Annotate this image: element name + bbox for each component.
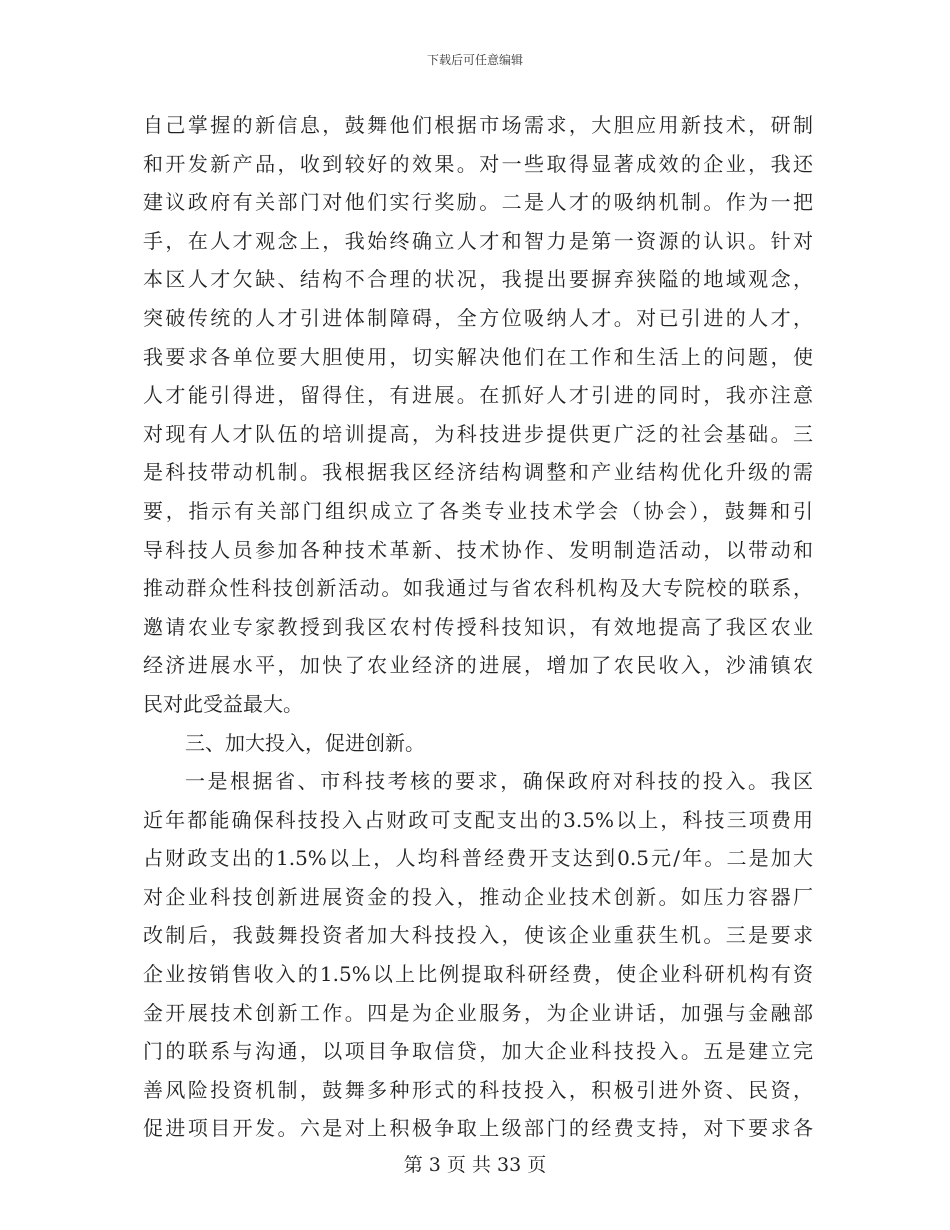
text-line: 善风险投资机制，鼓舞多种形式的科技投入，积极引进外资、民资， bbox=[143, 1077, 813, 1102]
text-line: 金开展技术创新工作。四是为企业服务，为企业讲话，加强与金融部 bbox=[143, 1000, 813, 1025]
text-line: 是科技带动机制。我根据我区经济结构调整和产业结构优化升级的需 bbox=[143, 460, 813, 485]
text-line: 民对此受益最大。 bbox=[143, 691, 303, 716]
paragraph-first-line: 一是根据省、市科技考核的要求，确保政府对科技的投入。我区 bbox=[185, 769, 813, 794]
text-line: 和开发新产品，收到较好的效果。对一些取得显著成效的企业，我还 bbox=[143, 151, 813, 176]
text-line: 突破传统的人才引进体制障碍，全方位吸纳人才。对已引进的人才， bbox=[143, 305, 813, 330]
text-line: 本区人才欠缺、结构不合理的状况，我提出要摒弃狭隘的地域观念， bbox=[143, 267, 813, 292]
text-line: 企业按销售收入的1.5%以上比例提取科研经费，使企业科研机构有资 bbox=[143, 962, 813, 987]
text-line: 要，指示有关部门组织成立了各类专业技术学会（协会），鼓舞和引 bbox=[143, 498, 813, 523]
page-number: 第 3 页 共 33 页 bbox=[403, 1154, 547, 1176]
text-line: 邀请农业专家教授到我区农村传授科技知识，有效地提高了我区农业 bbox=[143, 614, 813, 639]
text-line: 门的联系与沟通，以项目争取信贷，加大企业科技投入。五是建立完 bbox=[143, 1039, 813, 1064]
section-heading: 三、加大投入，促进创新。 bbox=[185, 730, 425, 755]
text-line: 建议政府有关部门对他们实行奖励。二是人才的吸纳机制。作为一把 bbox=[143, 190, 813, 215]
text-line: 导科技人员参加各种技术革新、技术协作、发明制造活动，以带动和 bbox=[143, 537, 813, 562]
text-line: 占财政支出的1.5%以上，人均科普经费开支达到0.5元/年。二是加大 bbox=[143, 846, 813, 871]
text-line: 推动群众性科技创新活动。如我通过与省农科机构及大专院校的联系， bbox=[143, 576, 813, 601]
body-text bbox=[143, 106, 813, 1148]
text-line: 人才能引得进，留得住，有进展。在抓好人才引进的同时，我亦注意 bbox=[143, 383, 813, 408]
text-line: 对企业科技创新进展资金的投入，推动企业技术创新。如压力容器厂 bbox=[143, 884, 813, 909]
text-line: 手，在人才观念上，我始终确立人才和智力是第一资源的认识。针对 bbox=[143, 228, 813, 253]
text-line: 我要求各单位要大胆使用，切实解决他们在工作和生活上的问题，使 bbox=[143, 344, 813, 369]
text-line: 对现有人才队伍的培训提高，为科技进步提供更广泛的社会基础。三 bbox=[143, 421, 813, 446]
text-line: 自己掌握的新信息，鼓舞他们根据市场需求，大胆应用新技术，研制 bbox=[143, 113, 813, 137]
text-line: 促进项目开发。六是对上积极争取上级部门的经费支持，对下要求各 bbox=[143, 1116, 813, 1141]
page-header: 下载后可任意编辑 bbox=[426, 53, 523, 67]
text-line: 改制后，我鼓舞投资者加大科技投入，使该企业重获生机。三是要求 bbox=[143, 923, 813, 948]
text-line: 近年都能确保科技投入占财政可支配支出的3.5%以上，科技三项费用 bbox=[143, 807, 813, 832]
text-line: 经济进展水平，加快了农业经济的进展，增加了农民收入，沙浦镇农 bbox=[143, 653, 813, 678]
